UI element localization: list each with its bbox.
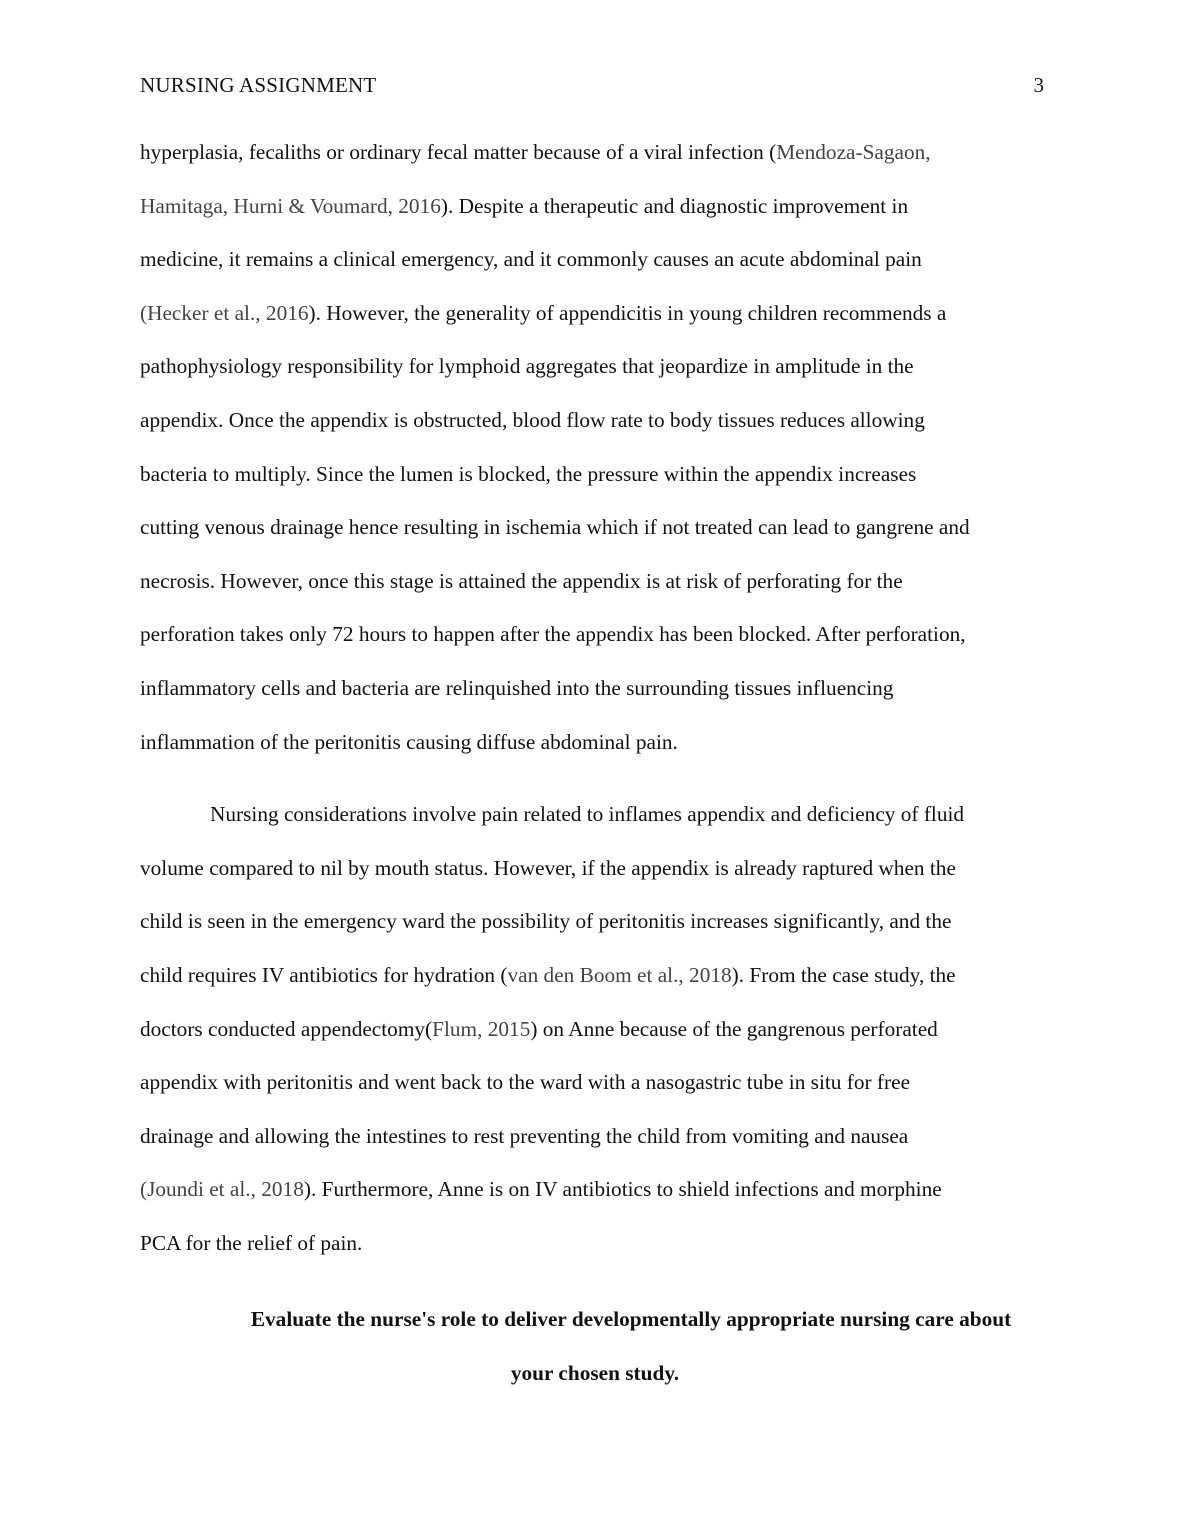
paragraph-2-line-3: child is seen in the emergency ward the possibility of peritonitis increases significantly, and the bbox=[140, 909, 952, 934]
paragraph-1-line-10: perforation takes only 72 hours to happen after the appendix has been blocked. After perforation, bbox=[140, 622, 966, 647]
text-run: ). Despite a therapeutic and diagnostic improvement in bbox=[440, 193, 909, 218]
paragraph-1-line-4 bbox=[140, 287, 1052, 341]
citation: Hecker et al., 2016 bbox=[147, 300, 309, 325]
page-number: 3 bbox=[1033, 73, 1044, 97]
paragraph-2-line-4 bbox=[140, 949, 1052, 1003]
citation: Mendoza-Sagaon, bbox=[776, 140, 931, 164]
section-heading-line-2: your chosen study. bbox=[510, 1360, 680, 1385]
paragraph-1-line-5: pathophysiology responsibility for lymphoid aggregates that jeopardize in amplitude in the bbox=[140, 354, 914, 379]
paragraph-2-line-9: PCA for the relief of pain. bbox=[140, 1230, 363, 1255]
text-run: ). From the case study, the bbox=[731, 962, 956, 987]
citation: Hamitaga, Hurni & Voumard, 2016 bbox=[140, 193, 441, 218]
citation: van den Boom et al., 2018 bbox=[507, 962, 732, 987]
text-run: child requires IV antibiotics for hydration ( bbox=[140, 962, 508, 987]
paragraph-1-line-12: inflammation of the peritonitis causing diffuse abdominal pain. bbox=[140, 729, 678, 754]
paragraph-1-line-7: bacteria to multiply. Since the lumen is blocked, the pressure within the appendix increases bbox=[140, 461, 917, 486]
paragraph-1-line-9: necrosis. However, once this stage is attained the appendix is at risk of perforating for the bbox=[140, 568, 903, 593]
text-run: ). However, the generality of appendicitis in young children recommends a bbox=[308, 300, 947, 325]
body-text bbox=[140, 126, 1052, 1270]
citation: Joundi et al., 2018 bbox=[147, 1177, 304, 1202]
paragraph-1-line-11: inflammatory cells and bacteria are relinquished into the surrounding tissues influencing bbox=[140, 675, 894, 700]
text-run: ) on Anne because of the gangrenous perforated bbox=[530, 1016, 938, 1041]
paragraph-2-line-6: appendix with peritonitis and went back to the ward with a nasogastric tube in situ for free bbox=[140, 1070, 911, 1095]
paragraph-2 bbox=[140, 788, 1052, 1270]
paragraph-2-line-2: volume compared to nil by mouth status. However, if the appendix is already raptured when the bbox=[140, 855, 956, 880]
paragraph-1-line-8: cutting venous drainage hence resulting in ischemia which if not treated can lead to gangrene and bbox=[140, 515, 970, 540]
section-heading-line-1: Evaluate the nurse's role to deliver developmentally appropriate nursing care about bbox=[250, 1307, 1012, 1331]
paragraph-2-line-1: Nursing considerations involve pain related to inflames appendix and deficiency of fluid bbox=[210, 802, 965, 827]
paragraph-1-line-1 bbox=[140, 126, 1052, 180]
running-header bbox=[140, 70, 1044, 100]
text-run: ). Furthermore, Anne is on IV antibiotics to shield infections and morphine bbox=[303, 1177, 942, 1202]
text-run: hyperplasia, fecaliths or ordinary fecal matter because of a viral infection ( bbox=[140, 140, 777, 164]
paragraph-1 bbox=[140, 126, 1052, 769]
citation: Flum, 2015 bbox=[432, 1016, 531, 1041]
paragraph-2-line-7: drainage and allowing the intestines to rest preventing the child from vomiting and nausea bbox=[140, 1123, 909, 1148]
paragraph-1-line-6: appendix. Once the appendix is obstructed, blood flow rate to body tissues reduces allowing bbox=[140, 407, 925, 432]
text-run: doctors conducted appendectomy( bbox=[140, 1016, 433, 1041]
citation-open-paren: ( bbox=[140, 300, 148, 325]
paragraph-2-line-8 bbox=[140, 1163, 1052, 1217]
paragraph-1-line-3: medicine, it remains a clinical emergency, and it commonly causes an acute abdominal pain bbox=[140, 247, 922, 272]
paragraph-1-line-2 bbox=[140, 180, 1052, 234]
section-heading bbox=[140, 1293, 1050, 1400]
running-head-title: NURSING ASSIGNMENT bbox=[140, 73, 377, 97]
citation-open-paren: ( bbox=[140, 1177, 148, 1202]
paragraph-2-line-5 bbox=[140, 1003, 1052, 1057]
